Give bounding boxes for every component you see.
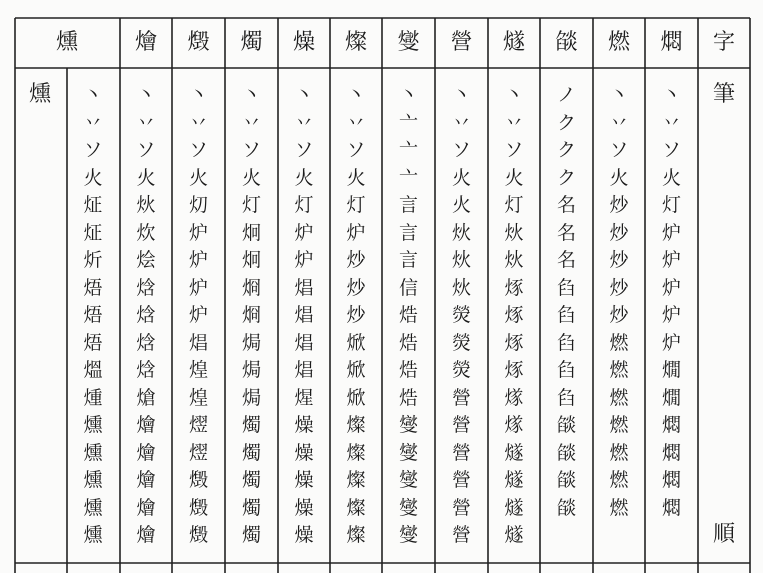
- stroke-step: 燭: [241, 441, 261, 464]
- stroke-step: 名: [556, 249, 576, 271]
- column-header: 營: [450, 30, 473, 55]
- stroke-step: 熒: [451, 331, 471, 354]
- stroke-step: 燜: [661, 414, 681, 436]
- stroke-step: 燮: [398, 496, 418, 519]
- row-character-label: 燻: [28, 82, 51, 107]
- stroke-step: 丷: [451, 111, 471, 134]
- stroke-step: 丷: [136, 111, 156, 134]
- stroke-step: 炉: [294, 221, 314, 244]
- stroke-step: 燻: [83, 524, 103, 546]
- stroke-step: ク: [556, 166, 576, 189]
- stroke-step: 焮: [346, 331, 366, 354]
- stroke-step: ク: [556, 139, 576, 161]
- stroke-step: 亠: [398, 111, 418, 134]
- stroke-step: 丷: [241, 111, 261, 134]
- stroke-step: 燬: [188, 496, 208, 519]
- stroke-step: 火: [241, 166, 261, 189]
- stroke-step: 炏: [504, 221, 524, 244]
- stroke-step: 燃: [609, 414, 629, 436]
- stroke-step: 炏: [451, 276, 471, 299]
- stroke-step: 熒: [451, 359, 471, 381]
- column-header: 燜: [660, 30, 683, 55]
- stroke-step: ク: [556, 111, 576, 134]
- stroke-step: 丶: [398, 84, 418, 106]
- stroke-step: 灯: [661, 194, 681, 216]
- stroke-step: 燦: [346, 469, 366, 491]
- stroke-step: 炉: [661, 249, 681, 271]
- stroke-step: 燥: [294, 524, 314, 546]
- stroke-step: 火: [451, 166, 471, 189]
- stroke-step: 焐: [83, 276, 103, 299]
- stroke-step: 炒: [346, 304, 366, 326]
- stroke-step: ソ: [609, 139, 629, 161]
- stroke-step: 焅: [398, 386, 418, 409]
- stroke-step: 燻: [83, 496, 103, 519]
- column-header: 燥: [292, 30, 315, 55]
- column-header: 燭: [240, 30, 263, 55]
- stroke-step: 火: [346, 166, 366, 189]
- stroke-step: 燦: [346, 441, 366, 464]
- stroke-step: 燻: [83, 469, 103, 491]
- stroke-step: 燧: [504, 496, 524, 519]
- stroke-step: 炡: [83, 221, 103, 244]
- stroke-step: 燃: [609, 386, 629, 409]
- stroke-step: ソ: [504, 139, 524, 161]
- stroke-step: 燥: [294, 469, 314, 491]
- stroke-step: 焻: [294, 304, 314, 326]
- stroke-step: 燧: [504, 441, 524, 464]
- stroke-step: 烱: [241, 276, 261, 299]
- column-header: 燦: [344, 30, 367, 55]
- stroke-step: 炉: [294, 249, 314, 271]
- stroke-step: 丶: [241, 84, 261, 106]
- stroke-step: 丷: [346, 111, 366, 134]
- stroke-step: 亠: [398, 139, 418, 161]
- stroke-step: 炒: [346, 249, 366, 271]
- stroke-step: 燻: [83, 414, 103, 436]
- stroke-step: 丷: [294, 111, 314, 134]
- stroke-step: 火: [609, 166, 629, 189]
- stroke-step: 燭: [241, 524, 261, 546]
- stroke-step: 信: [398, 276, 418, 299]
- stroke-step: 炯: [241, 221, 261, 244]
- stroke-step: 灯: [294, 194, 314, 216]
- stroke-step: 燃: [609, 331, 629, 354]
- column-header: 燮: [397, 30, 420, 55]
- stroke-step: 烩: [136, 249, 156, 271]
- stroke-step: 焗: [241, 359, 261, 381]
- stroke-step: 燬: [188, 524, 208, 546]
- stroke-step: 炒: [346, 276, 366, 299]
- stroke-step: 灯: [346, 194, 366, 216]
- stroke-step: 燭: [241, 469, 261, 491]
- stroke-step: 燗: [661, 359, 681, 381]
- stroke-step: 焻: [294, 276, 314, 299]
- stroke-step: 焓: [136, 276, 156, 299]
- stroke-step: 灱: [188, 194, 208, 216]
- stroke-step: 焻: [294, 359, 314, 381]
- stroke-step: 丶: [83, 84, 103, 106]
- stroke-step: 臽: [556, 386, 576, 409]
- stroke-step: 燃: [609, 496, 629, 519]
- stroke-step: ソ: [188, 139, 208, 161]
- stroke-step: 炉: [661, 276, 681, 299]
- stroke-step: 丶: [136, 84, 156, 106]
- stroke-step: 炒: [609, 276, 629, 299]
- stroke-step: 言: [398, 221, 418, 244]
- stroke-step: 燮: [398, 414, 418, 436]
- stroke-step: ソ: [346, 139, 366, 161]
- stroke-step: 燮: [398, 441, 418, 464]
- stroke-step: 焅: [398, 359, 418, 381]
- stroke-step: 烼: [504, 359, 524, 381]
- stroke-step: 煌: [188, 359, 208, 381]
- stroke-step: 燴: [136, 496, 156, 519]
- stroke-step: 焮: [346, 386, 366, 409]
- stroke-step: 炡: [83, 194, 103, 216]
- stroke-step: 炏: [451, 249, 471, 271]
- stroke-step: 丷: [661, 111, 681, 134]
- stroke-step: 熤: [188, 414, 208, 436]
- stroke-step: 熒: [451, 304, 471, 326]
- stroke-step: 焐: [83, 304, 103, 326]
- stroke-step: 炘: [83, 249, 103, 271]
- stroke-step: 臽: [556, 276, 576, 299]
- stroke-step: 燃: [609, 469, 629, 491]
- stroke-step: 焅: [398, 304, 418, 326]
- column-header: 燬: [187, 30, 210, 55]
- stroke-step: 營: [451, 441, 471, 464]
- stroke-step: 燴: [136, 414, 156, 436]
- stroke-step: 燦: [346, 496, 366, 519]
- stroke-step: 燮: [398, 524, 418, 546]
- stroke-step: 炯: [241, 249, 261, 271]
- stroke-step: 煫: [504, 414, 524, 436]
- stroke-step: 熗: [136, 386, 156, 409]
- stroke-step: 炉: [188, 249, 208, 271]
- stroke-step: 燦: [346, 524, 366, 546]
- grid-lines: [15, 18, 750, 573]
- stroke-step: 炒: [609, 221, 629, 244]
- stroke-step: 燄: [556, 496, 576, 519]
- stroke-step: 煌: [188, 386, 208, 409]
- column-header: 燴: [134, 30, 157, 55]
- stroke-step: 熤: [188, 441, 208, 464]
- stroke-step: 丷: [609, 111, 629, 134]
- stroke-step: 亠: [398, 166, 418, 189]
- stroke-step: 烱: [241, 304, 261, 326]
- stroke-step: 炏: [451, 221, 471, 244]
- stroke-step: 丶: [294, 84, 314, 106]
- stroke-step: 煫: [504, 386, 524, 409]
- stroke-step: 焗: [241, 331, 261, 354]
- stroke-step: 熅: [83, 359, 103, 381]
- stroke-step: 烼: [504, 276, 524, 299]
- stroke-step: 燭: [241, 496, 261, 519]
- stroke-step: 火: [188, 166, 208, 189]
- stroke-step: 燜: [661, 441, 681, 464]
- stroke-step: 炒: [609, 249, 629, 271]
- stroke-step: 臽: [556, 304, 576, 326]
- stroke-step: 燧: [504, 524, 524, 546]
- stroke-step: 丷: [188, 111, 208, 134]
- stroke-step: 火: [83, 166, 103, 189]
- stroke-step: 丶: [661, 84, 681, 106]
- stroke-step: 烼: [504, 304, 524, 326]
- stroke-step: 焅: [398, 331, 418, 354]
- stroke-step: 火: [294, 166, 314, 189]
- stroke-step: 臽: [556, 359, 576, 381]
- stroke-step: 炉: [188, 221, 208, 244]
- stroke-step: ソ: [136, 139, 156, 161]
- stroke-step: 燦: [346, 414, 366, 436]
- stroke-step: 燗: [661, 386, 681, 409]
- stroke-step: 營: [451, 469, 471, 491]
- stroke-step: 名: [556, 221, 576, 244]
- stroke-step: 言: [398, 194, 418, 216]
- stroke-step: 焮: [346, 359, 366, 381]
- stroke-step: 燴: [136, 441, 156, 464]
- stroke-step: 丷: [83, 111, 103, 134]
- stroke-step: 言: [398, 249, 418, 271]
- stroke-step: 炒: [609, 304, 629, 326]
- stroke-step: 營: [451, 414, 471, 436]
- stroke-step: 燥: [294, 496, 314, 519]
- column-header: 燄: [555, 30, 578, 55]
- column-header: 燻: [55, 30, 78, 55]
- stroke-step: 丶: [451, 84, 471, 106]
- stroke-step: 火: [661, 166, 681, 189]
- stroke-step: 丶: [346, 84, 366, 106]
- stroke-step: 炏: [504, 249, 524, 271]
- side-column-label-top: 筆: [712, 82, 735, 107]
- stroke-step: 焗: [241, 386, 261, 409]
- stroke-step: 燄: [556, 414, 576, 436]
- stroke-step: 焓: [136, 331, 156, 354]
- stroke-step: 名: [556, 194, 576, 216]
- stroke-step: 燄: [556, 469, 576, 491]
- stroke-step: 營: [451, 386, 471, 409]
- stroke-step: ソ: [451, 139, 471, 161]
- stroke-step: 營: [451, 496, 471, 519]
- stroke-step: 煋: [294, 386, 314, 409]
- stroke-step: 炉: [188, 276, 208, 299]
- stroke-step: 灯: [241, 194, 261, 216]
- stroke-step: 丶: [609, 84, 629, 106]
- stroke-step: 燜: [661, 496, 681, 519]
- stroke-step: 燄: [556, 441, 576, 464]
- stroke-step: 丶: [188, 84, 208, 106]
- column-header: 燧: [502, 30, 525, 55]
- stroke-step: 炉: [661, 221, 681, 244]
- stroke-step: 燜: [661, 469, 681, 491]
- column-header: 燃: [607, 30, 630, 55]
- stroke-step: 臽: [556, 331, 576, 354]
- stroke-step: 焻: [188, 331, 208, 354]
- stroke-step: 燮: [398, 469, 418, 491]
- stroke-step: ノ: [556, 84, 576, 106]
- stroke-step: ソ: [83, 139, 103, 161]
- stroke-step: ソ: [241, 139, 261, 161]
- side-column-header: 字: [712, 30, 735, 55]
- stroke-step: 火: [451, 194, 471, 216]
- stroke-step: 燥: [294, 441, 314, 464]
- stroke-step: 火: [136, 166, 156, 189]
- stroke-step: 丶: [504, 84, 524, 106]
- stroke-step: 燬: [188, 469, 208, 491]
- stroke-step: 炉: [188, 304, 208, 326]
- stroke-step: ソ: [294, 139, 314, 161]
- stroke-step: 炏: [136, 194, 156, 216]
- stroke-step: 灯: [504, 194, 524, 216]
- stroke-step: 燭: [241, 414, 261, 436]
- stroke-step: 燴: [136, 469, 156, 491]
- stroke-step: 烼: [504, 331, 524, 354]
- stroke-step: 焻: [294, 331, 314, 354]
- side-column-label-bottom: 順: [712, 522, 735, 547]
- stroke-step: 燃: [609, 359, 629, 381]
- stroke-step: 燴: [136, 524, 156, 546]
- stroke-step: 營: [451, 524, 471, 546]
- stroke-step: 煄: [83, 386, 103, 409]
- stroke-step: 火: [504, 166, 524, 189]
- stroke-step: 丷: [504, 111, 524, 134]
- stroke-step: 燧: [504, 469, 524, 491]
- stroke-step: 燻: [83, 441, 103, 464]
- stroke-step: 燃: [609, 441, 629, 464]
- stroke-step: 炉: [661, 331, 681, 354]
- stroke-step: ソ: [661, 139, 681, 161]
- stroke-step: 燥: [294, 414, 314, 436]
- stroke-step: 炉: [661, 304, 681, 326]
- stroke-step: 炉: [346, 221, 366, 244]
- stroke-step: 炊: [136, 221, 156, 244]
- stroke-step: 焐: [83, 331, 103, 354]
- stroke-step: 焓: [136, 304, 156, 326]
- stroke-step: 焓: [136, 359, 156, 381]
- stroke-step: 炒: [609, 194, 629, 216]
